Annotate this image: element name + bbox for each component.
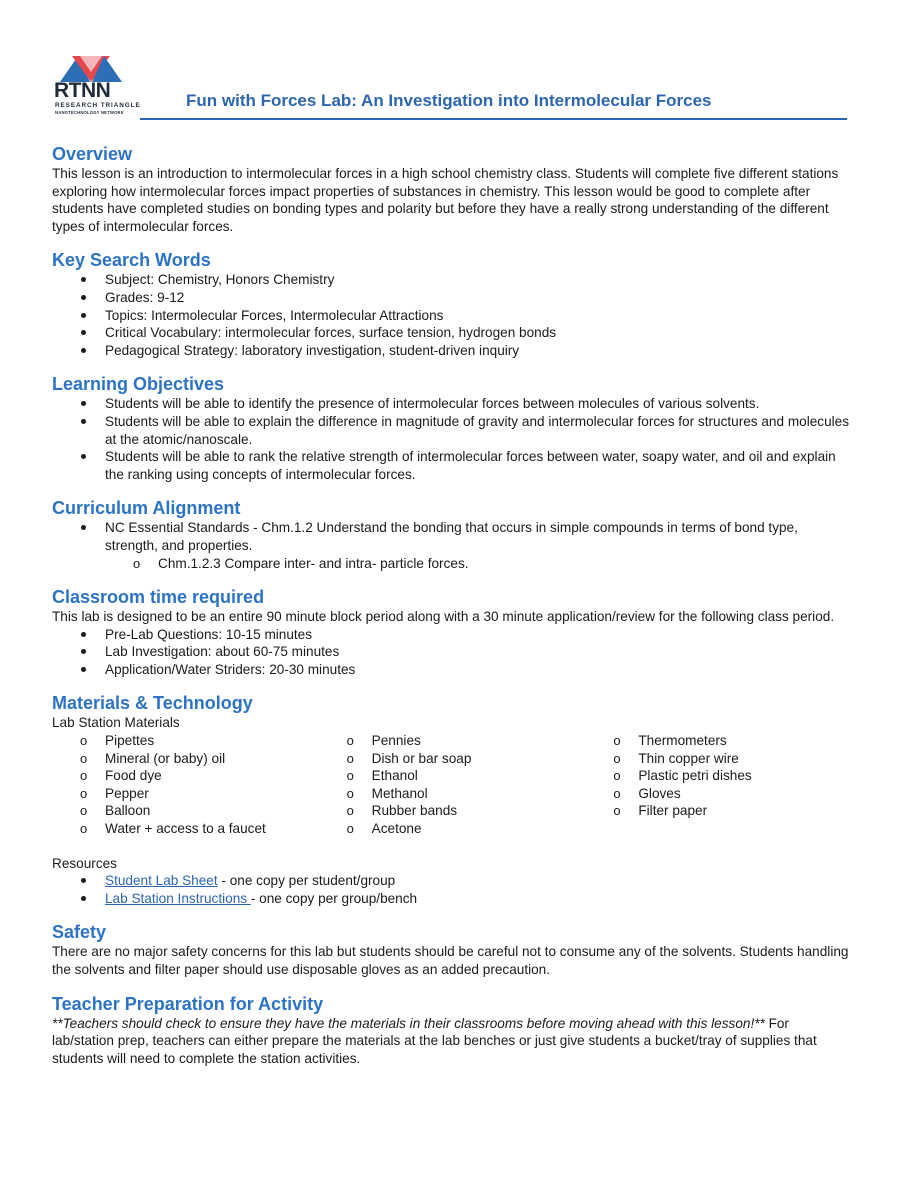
logo-tagline: RESEARCH TRIANGLE <box>55 102 141 109</box>
list-item: o Acetone <box>372 820 586 838</box>
list-item <box>105 872 852 890</box>
objectives-list <box>52 395 852 483</box>
prep-body: For lab/station prep, teachers can either prepare the materials at the lab benches or just give students a bucket/tray of supplies that students will need to complete the station activities. <box>52 1015 817 1066</box>
list-item: Students will be able to explain the difference in magnitude of gravity and intermolecular forces for structures and molecules at the atomic/nanoscale. <box>105 413 852 448</box>
page-title: Fun with Forces Lab: An Investigation into Intermolecular Forces <box>186 91 712 110</box>
materials-columns <box>52 732 852 838</box>
time-heading: Classroom time required <box>52 587 265 608</box>
list-item: o Methanol <box>372 785 586 803</box>
materials-column-1 <box>52 732 319 838</box>
document-body <box>52 143 852 1081</box>
title-divider <box>140 118 847 120</box>
list-item: o Gloves <box>638 785 852 803</box>
time-section <box>52 586 852 678</box>
lab-station-instructions-link[interactable]: Lab Station Instructions <box>105 890 251 906</box>
time-list <box>52 626 852 679</box>
logo-letters: RTNN <box>54 79 111 102</box>
curriculum-standard: NC Essential Standards - Chm.1.2 Understand the bonding that occurs in simple compounds in terms of bond type, strength, and properties. <box>105 520 798 553</box>
prep-text <box>52 1015 852 1068</box>
key-search-list <box>52 271 852 359</box>
materials-column-3 <box>585 732 852 838</box>
curriculum-section <box>52 497 852 572</box>
list-item: o Water + access to a faucet <box>105 820 319 838</box>
list-item: o Pennies <box>372 732 586 750</box>
time-text: This lab is designed to be an entire 90 minute block period along with a 30 minute application/review for the following class period. <box>52 609 835 625</box>
list-item: o Rubber bands <box>372 802 586 820</box>
logo-tagline-2: NANOTECHNOLOGY NETWORK <box>55 110 124 115</box>
list-item: o Mineral (or baby) oil <box>105 750 319 768</box>
list-item: Students will be able to rank the relative strength of intermolecular forces between water, soapy water, and oil and explain the ranking using concepts of intermolecular forces. <box>105 448 852 483</box>
objectives-heading: Learning Objectives <box>52 374 225 395</box>
overview-text: This lesson is an introduction to intermolecular forces in a high school chemistry class. Students will complete five different stations exploring how intermolecular forces impact properties of substances in chemistry. This lesson would be good to complete after students have completed studies on bonding types and polarity but before they have a really strong understanding of the different types of intermolecular forces. <box>52 166 839 234</box>
list-item: o Ethanol <box>372 767 586 785</box>
list-item: Lab Investigation: about 60-75 minutes <box>105 643 852 661</box>
list-item: Grades: 9-12 <box>105 289 852 307</box>
resource-note: - one copy per student/group <box>217 873 396 889</box>
safety-text: There are no major safety concerns for this lab but students should be careful not to consume any of the solvents. Students handling the solvents and filter paper should use disposable gloves as an added precaution. <box>52 944 849 977</box>
rtnn-logo <box>54 54 141 122</box>
list-item: Pedagogical Strategy: laboratory investigation, student-driven inquiry <box>105 342 852 360</box>
curriculum-sublist <box>105 555 852 573</box>
list-item: o Balloon <box>105 802 319 820</box>
overview-section <box>52 143 852 235</box>
list-item: o Pipettes <box>105 732 319 750</box>
list-item: Topics: Intermolecular Forces, Intermolecular Attractions <box>105 307 852 325</box>
safety-section <box>52 921 852 978</box>
prep-heading: Teacher Preparation for Activity <box>52 993 324 1014</box>
curriculum-list <box>52 519 852 572</box>
materials-section <box>52 692 852 907</box>
overview-heading: Overview <box>52 144 133 164</box>
materials-heading: Materials & Technology <box>52 693 253 714</box>
prep-section <box>52 993 852 1068</box>
curriculum-heading: Curriculum Alignment <box>52 498 241 519</box>
materials-column-2 <box>319 732 586 838</box>
materials-subheading: Lab Station Materials <box>52 715 180 731</box>
key-search-heading: Key Search Words <box>52 250 211 271</box>
list-item: o Dish or bar soap <box>372 750 586 768</box>
list-item: o Plastic petri dishes <box>638 767 852 785</box>
resources-label: Resources <box>52 855 117 871</box>
list-item: o Pepper <box>105 785 319 803</box>
prep-warning: **Teachers should check to ensure they have the materials in their classrooms before moving ahead with this lesson!** <box>52 1015 765 1031</box>
objectives-section <box>52 373 852 483</box>
list-item: o Filter paper <box>638 802 852 820</box>
safety-heading: Safety <box>52 922 107 943</box>
list-item: o Thermometers <box>638 732 852 750</box>
key-search-section <box>52 249 852 359</box>
list-item: o Chm.1.2.3 Compare inter- and intra- particle forces. <box>158 555 852 573</box>
list-item: Students will be able to identify the presence of intermolecular forces between molecules of various solvents. <box>105 395 852 413</box>
list-item: o Food dye <box>105 767 319 785</box>
list-item <box>105 519 852 572</box>
resources-list <box>52 872 852 907</box>
list-item <box>105 890 852 908</box>
list-item: Pre-Lab Questions: 10-15 minutes <box>105 626 852 644</box>
list-item: Application/Water Striders: 20-30 minutes <box>105 661 852 679</box>
list-item: o Thin copper wire <box>638 750 852 768</box>
list-item: Subject: Chemistry, Honors Chemistry <box>105 271 852 289</box>
resource-note: - one copy per group/bench <box>250 890 418 906</box>
list-item: Critical Vocabulary: intermolecular forces, surface tension, hydrogen bonds <box>105 324 852 342</box>
student-lab-sheet-link[interactable]: Student Lab Sheet <box>105 873 218 889</box>
